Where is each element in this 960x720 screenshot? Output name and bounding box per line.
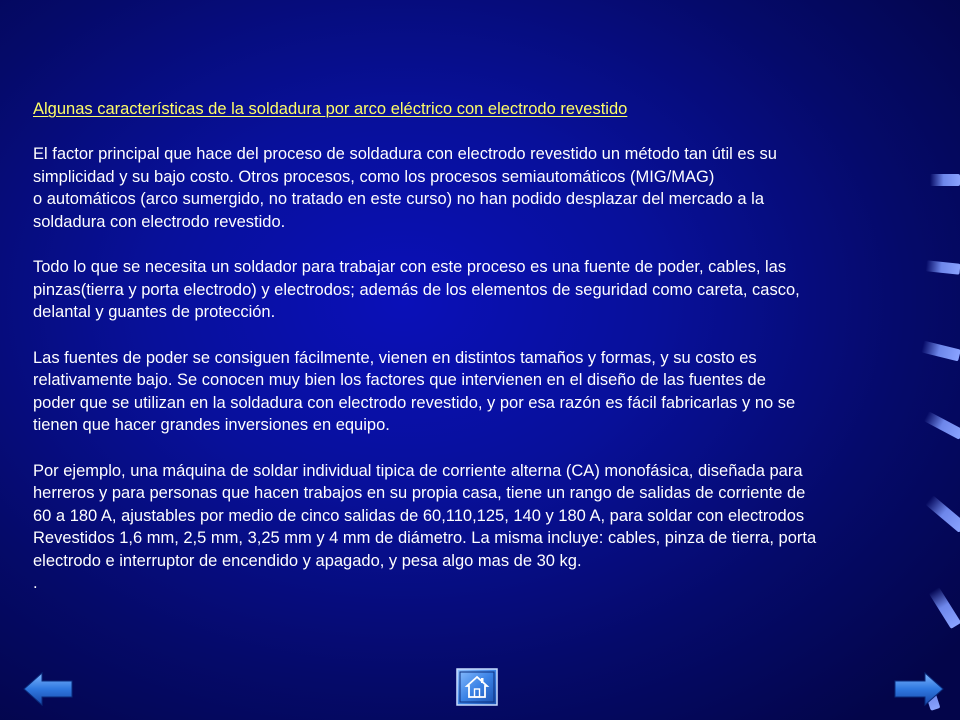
forward-button[interactable] — [893, 671, 945, 707]
paragraph-power-sources: Las fuentes de poder se consiguen fácilmente, vienen en distintos tamaños y formas, y su costo es relativamente bajo. Se conocen muy bien los factores que intervienen en el diseño de las fuentes de poder que se utilizan en la soldadura con electrodo revestido, y por esa razón es fácil fabricarlas y no se tienen que hacer grandes inversiones en equipo. — [33, 348, 796, 435]
paragraph-advantages: El factor principal que hace del proceso de soldadura con electrodo revestido un método tan útil es su simplicidad y su bajo costo. Otros procesos, como los procesos semiautomáticos (MIG/MAG) o automáticos (arco sumergido, no tratado en este curso) no han podido desplazar del mercado a la soldadura con electrodo revestido. — [33, 145, 777, 231]
home-button[interactable] — [456, 668, 498, 706]
slide-heading: Algunas características de la soldadura por arco eléctrico con electrodo revestido — [33, 100, 628, 118]
home-icon — [456, 668, 498, 706]
paragraph-requirements: Todo lo que se necesita un soldador para trabajar con este proceso es una fuente de poder, cables, las pinzas(tierra y porta electrodo) y electrodos; además de los elementos de seguridad como careta, casco, delantal y guantes de protección. — [33, 258, 800, 322]
slide-content — [33, 98, 933, 595]
paragraph-example: Por ejemplo, una máquina de soldar individual tipica de corriente alterna (CA) monofásica, diseñada para herreros y para personas que hacen trabajos en su propia casa, tiene un rango de salidas de corriente de 60 a 180 A, ajustables por medio de cinco salidas de 60,110,125, 140 y 180 A, para soldar con electrodos Revestidos 1,6 mm, 2,5 mm, 3,25 mm y 4 mm de diámetro. La misma incluye: cables, pinza de tierra, porta electrodo e interruptor de encendido y apagado, y pesa algo mas de 30 kg. — [33, 461, 817, 570]
arrow-left-icon — [22, 671, 74, 707]
arrow-right-icon — [893, 671, 945, 707]
trailing-dot: . — [33, 574, 38, 593]
back-button[interactable] — [22, 671, 74, 707]
decorative-streak — [930, 174, 960, 186]
decorative-streak — [929, 587, 960, 629]
